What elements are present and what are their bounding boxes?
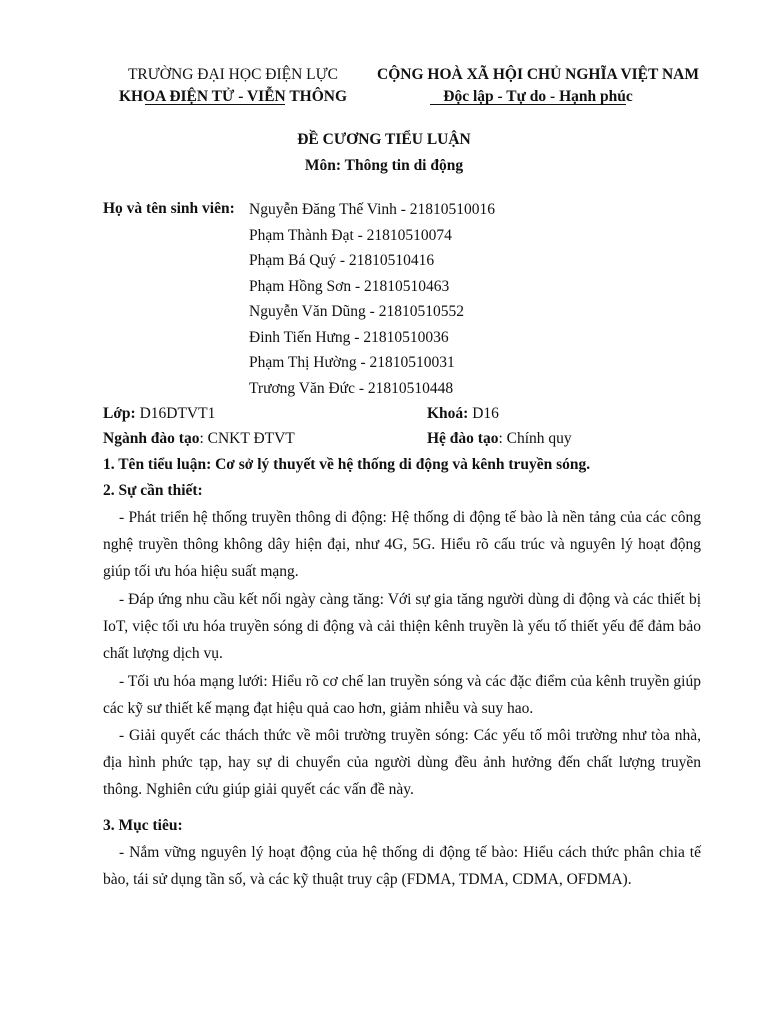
class-value: D16DTVT1	[135, 405, 216, 422]
system-value: : Chính quy	[498, 430, 572, 447]
system-info	[427, 430, 572, 448]
faculty-underline	[145, 104, 285, 105]
document-subtitle: Môn: Thông tin di động	[304, 157, 464, 174]
student-name: Nguyễn Đăng Thế Vinh - 21810510016	[249, 201, 496, 218]
document-title: ĐỀ CƯƠNG TIỂU LUẬN	[297, 131, 471, 148]
university-header	[78, 64, 388, 108]
student-name: Đinh Tiến Hưng - 21810510036	[249, 328, 449, 346]
faculty-name: KHOA ĐIỆN TỬ - VIỄN THÔNG	[118, 88, 348, 105]
student-name: Phạm Thị Hường - 21810510031	[249, 354, 455, 371]
section-2-paragraph: - Tối ưu hóa mạng lưới: Hiểu rõ cơ chế lan truyền sóng và các đặc điểm của kênh truyền giúp các kỹ sư thiết kế mạng đạt hiệu quả cao hơn, giảm nhiễu và suy hao.	[103, 673, 701, 718]
major-label: Ngành đào tạo	[103, 430, 200, 447]
major-value: : CNKT ĐTVT	[199, 430, 295, 447]
student-name: Nguyễn Văn Dũng - 21810510552	[249, 303, 464, 320]
class-info	[103, 405, 215, 423]
student-name: Phạm Thành Đạt - 21810510074	[249, 226, 452, 244]
student-list	[249, 200, 495, 404]
major-info	[103, 430, 295, 448]
class-label: Lớp:	[103, 405, 136, 422]
student-name: Trương Văn Đức - 21810510448	[249, 379, 454, 397]
university-name: TRƯỜNG ĐẠI HỌC ĐIỆN LỰC	[127, 66, 339, 83]
student-name: Phạm Hồng Sơn - 21810510463	[249, 277, 450, 295]
section-3-paragraph: - Nắm vững nguyên lý hoạt động của hệ thống di động tế bào: Hiểu cách thức phân chia tế bào, tái sử dụng tần số, và các kỹ thuật truy cập (FDMA, TDMA, CDMA, OFDMA).	[103, 844, 701, 889]
system-label: Hệ đào tạo	[427, 430, 499, 447]
section-2-paragraph: - Phát triển hệ thống truyền thông di động: Hệ thống di động tế bào là nền tảng của các công nghệ truyền thông không dây hiện đại, như 4G, 5G. Hiểu rõ cấu trúc và nguyên lý hoạt động giúp tối ưu hóa hiệu suất mạng.	[103, 509, 701, 581]
section-1-heading: 1. Tên tiểu luận: Cơ sở lý thuyết về hệ thống di động và kênh truyền sóng.	[103, 456, 591, 473]
section-3-heading: 3. Mục tiêu:	[103, 817, 183, 834]
national-title: CỘNG HOÀ XÃ HỘI CHỦ NGHĨA VIỆT NAM	[377, 66, 699, 83]
motto-underline	[430, 104, 626, 105]
national-header	[352, 64, 724, 108]
course-info	[427, 405, 499, 423]
student-name: Phạm Bá Quý - 21810510416	[249, 252, 435, 269]
course-value: D16	[468, 405, 499, 422]
section-2-paragraph: - Giải quyết các thách thức về môi trường truyền sóng: Các yếu tố môi trường như tòa nhà, địa hình phức tạp, hay sự di chuyển của người dùng đều ảnh hưởng đến chất lượng truyền thông. Nghiên cứu giúp giải quyết các vấn đề này.	[103, 727, 701, 799]
national-motto: Độc lập - Tự do - Hạnh phúc	[443, 88, 633, 105]
section-2-paragraph: - Đáp ứng nhu cầu kết nối ngày càng tăng: Với sự gia tăng người dùng di động và các thiết bị IoT, việc tối ưu hóa truyền sóng di động và cải thiện kênh truyền là yếu tố thiết yếu để đảm bảo chất lượng dịch vụ.	[103, 591, 701, 663]
section-2-heading: 2. Sự cần thiết:	[103, 482, 203, 499]
course-label: Khoá:	[427, 405, 469, 422]
students-label: Họ và tên sinh viên:	[103, 200, 235, 217]
